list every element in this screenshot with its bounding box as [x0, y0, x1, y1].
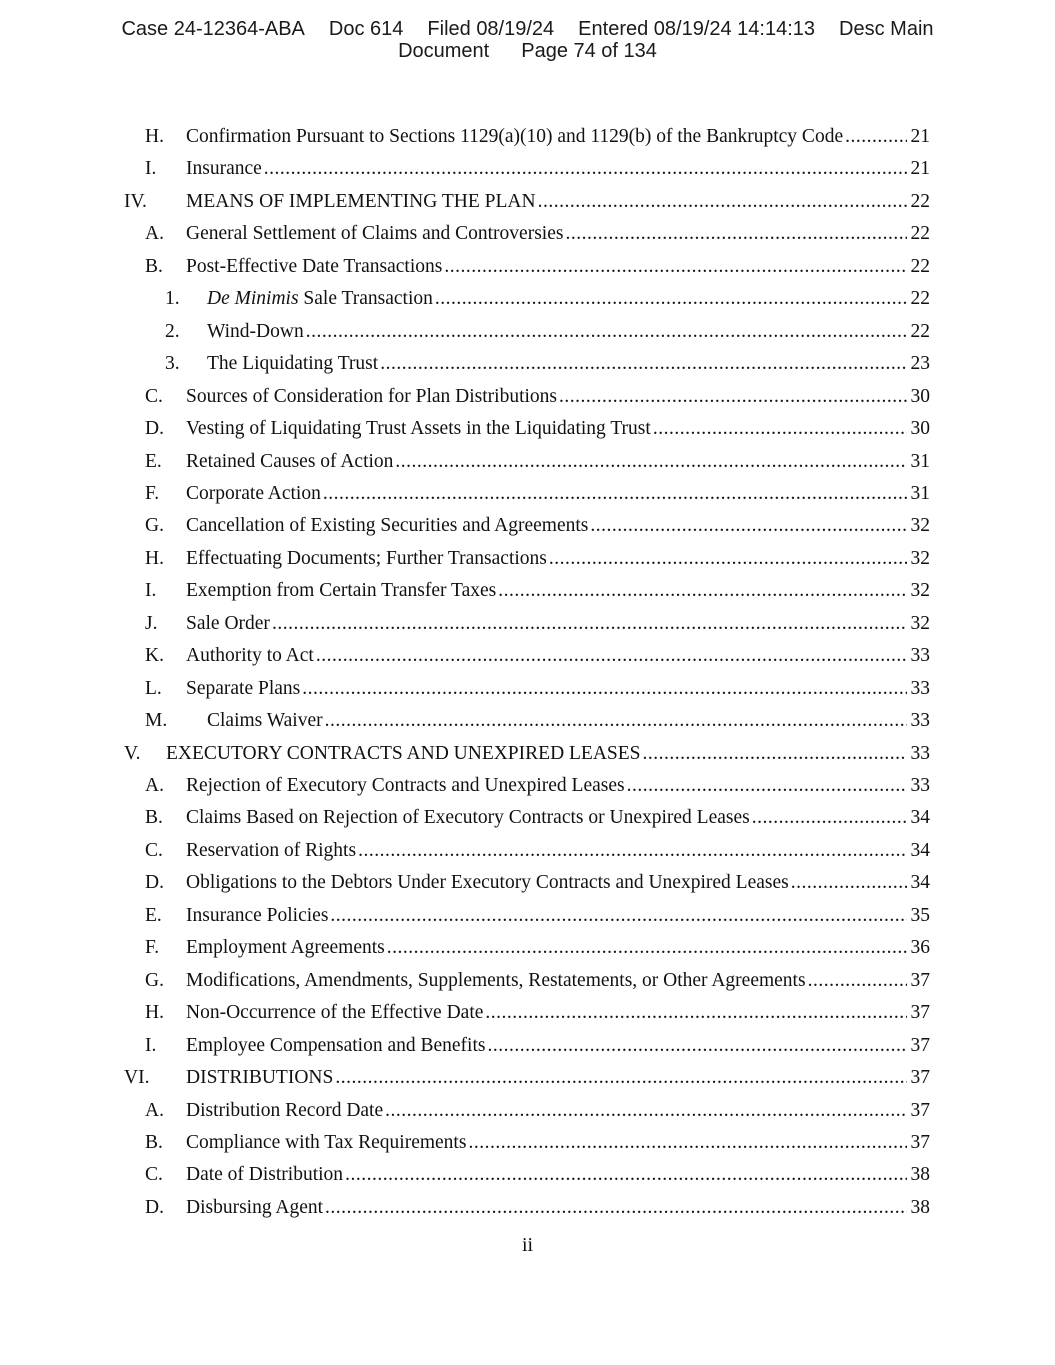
roman-page-number: ii	[521, 1234, 534, 1256]
toc-entry-title: Non-Occurrence of the Effective Date	[186, 1002, 484, 1024]
toc-entry-page: 38	[910, 1196, 930, 1218]
toc-entry-number: B.	[145, 807, 163, 829]
dot-leader	[485, 1000, 906, 1026]
dot-leader	[538, 189, 907, 215]
toc-entry-title: The Liquidating Trust	[207, 353, 379, 375]
dot-leader	[395, 449, 906, 475]
toc-entry-number: B.	[145, 255, 163, 277]
toc-entry-title: DISTRIBUTIONS	[186, 1067, 334, 1089]
toc-entry-page: 22	[910, 190, 930, 212]
toc-entry-title: Rejection of Executory Contracts and Unexpired Leases	[186, 775, 625, 796]
dot-leader	[487, 1033, 906, 1059]
court-filing-header	[0, 18, 1055, 62]
toc-entry-title: Date of Distribution	[186, 1164, 344, 1186]
toc-entry-number: G.	[145, 515, 164, 537]
dot-leader	[325, 708, 907, 734]
toc-entry-title: Cancellation of Existing Securities and Agreements	[186, 515, 589, 537]
filed-date: Filed 08/19/24	[427, 18, 555, 40]
doc-number: Doc 614	[328, 18, 404, 40]
toc-entry-page: 37	[910, 1099, 930, 1121]
toc-entry-title: Obligations to the Debtors Under Executory Contracts and Unexpired Leases	[186, 872, 789, 894]
toc-entry-number: A.	[145, 1099, 164, 1121]
toc-entry-number: V.	[124, 742, 141, 764]
toc-entry[interactable]	[145, 968, 930, 994]
toc-entry[interactable]	[145, 221, 930, 247]
dot-leader	[345, 1162, 906, 1188]
toc-entry-number: C.	[145, 839, 163, 861]
dot-leader	[325, 1195, 906, 1221]
toc-entry-number: K.	[145, 645, 164, 667]
toc-entry-title: Insurance	[186, 158, 262, 180]
dot-leader	[468, 1130, 906, 1156]
toc-entry[interactable]	[145, 1130, 930, 1156]
toc-entry-number: H.	[145, 547, 164, 569]
toc-entry-page: 32	[910, 547, 930, 569]
toc-entry[interactable]	[145, 805, 930, 831]
toc-entry[interactable]	[145, 416, 930, 442]
toc-entry-page: 33	[910, 710, 930, 732]
toc-entry-page: 37	[910, 1034, 930, 1056]
toc-entry[interactable]	[145, 254, 930, 280]
toc-entry[interactable]	[165, 351, 930, 377]
page-number-footer	[0, 1233, 1055, 1257]
toc-entry-number: 3.	[165, 353, 180, 375]
toc-entry[interactable]	[165, 319, 930, 345]
toc-entry-number: G.	[145, 969, 164, 991]
filing-header-line-1	[0, 18, 1055, 40]
dot-leader	[845, 124, 906, 150]
toc-entry[interactable]	[165, 286, 930, 312]
toc-entry[interactable]	[145, 643, 930, 669]
toc-entry-page: 21	[910, 158, 930, 180]
toc-entry[interactable]	[145, 1195, 930, 1221]
toc-entry-title: Vesting of Liquidating Trust Assets in the Liquidating Trust	[186, 418, 651, 440]
toc-entry-title: Disbursing Agent	[186, 1196, 324, 1218]
toc-entry-number: A.	[145, 775, 164, 796]
toc-entry-page: 36	[910, 937, 930, 959]
dot-leader	[653, 416, 907, 442]
toc-entry[interactable]	[124, 1065, 930, 1091]
toc-entry-page: 31	[910, 450, 930, 472]
toc-entry-page: 30	[910, 418, 930, 440]
toc-entry-number: I.	[145, 158, 157, 180]
dot-leader	[559, 384, 906, 410]
toc-entry-page: 37	[910, 1131, 930, 1153]
toc-entry-title: Reservation of Rights	[186, 839, 357, 861]
toc-entry-number: E.	[145, 904, 162, 926]
toc-entry-title: Sources of Consideration for Plan Distributions	[186, 385, 558, 407]
toc-entry[interactable]	[145, 1000, 930, 1026]
toc-entry-number: D.	[145, 418, 164, 440]
toc-entry-number: 1.	[165, 288, 180, 310]
toc-entry-title: Confirmation Pursuant to Sections 1129(a)(10) and 1129(b) of the Bankruptcy Code	[186, 126, 844, 147]
toc-entry-number: E.	[145, 450, 162, 472]
toc-entry-page: 34	[910, 807, 930, 829]
toc-entry[interactable]	[145, 708, 930, 734]
toc-entry-title: EXECUTORY CONTRACTS AND UNEXPIRED LEASES	[166, 742, 641, 764]
toc-entry-number: VI.	[124, 1067, 150, 1089]
toc-entry-page: 34	[910, 839, 930, 861]
dot-leader	[385, 1098, 906, 1124]
toc-entry-page: 22	[910, 320, 930, 342]
toc-entry-page: 21	[910, 126, 930, 147]
toc-entry-number: I.	[145, 1034, 157, 1056]
page-count: Page 74 of 134	[521, 40, 657, 62]
dot-leader	[264, 156, 907, 182]
toc-entry-title: MEANS OF IMPLEMENTING THE PLAN	[186, 190, 536, 212]
toc-entry-page: 35	[910, 904, 930, 926]
toc-entry[interactable]	[145, 676, 930, 702]
dot-leader	[316, 643, 907, 669]
toc-entry-page: 37	[910, 1002, 930, 1024]
dot-leader	[323, 481, 907, 507]
toc-entry-number: C.	[145, 1164, 163, 1186]
desc-label: Desc Main	[839, 18, 934, 40]
toc-entry-number: J.	[145, 612, 158, 634]
toc-entry[interactable]	[145, 611, 930, 637]
toc-entry-page: 37	[910, 1067, 930, 1089]
dot-leader	[627, 773, 907, 799]
toc-entry[interactable]	[124, 189, 930, 215]
toc-entry-title: Insurance Policies	[186, 904, 329, 926]
toc-entry-title: Separate Plans	[186, 677, 301, 699]
dot-leader	[791, 870, 907, 896]
toc-entry-page: 32	[910, 580, 930, 602]
toc-entry-title: Exemption from Certain Transfer Taxes	[186, 580, 497, 602]
dot-leader	[302, 676, 906, 702]
toc-entry[interactable]	[145, 773, 930, 799]
dot-leader	[565, 221, 906, 247]
case-number: Case 24-12364-ABA	[121, 18, 305, 40]
toc-entry[interactable]	[145, 1098, 930, 1124]
toc-entry-page: 33	[910, 775, 930, 796]
toc-entry[interactable]	[145, 935, 930, 961]
toc-entry-page: 22	[910, 255, 930, 277]
dot-leader	[590, 513, 906, 539]
toc-entry-page: 30	[910, 385, 930, 407]
toc-entry-page: 22	[910, 223, 930, 245]
toc-entry-page: 23	[910, 353, 930, 375]
dot-leader	[306, 319, 907, 345]
toc-entry-number: IV.	[124, 190, 147, 212]
toc-entry-title: Employment Agreements	[186, 937, 385, 959]
toc-entry-title: Post-Effective Date Transactions	[186, 255, 443, 277]
dot-leader	[358, 838, 906, 864]
toc-entry-number: H.	[145, 126, 164, 147]
toc-entry-title: Wind-Down	[207, 320, 304, 342]
toc-entry-page: 22	[910, 288, 930, 310]
toc-entry[interactable]	[145, 870, 930, 896]
toc-entry-number: C.	[145, 385, 163, 407]
toc-entry-title-rest: Sale Transaction	[298, 288, 433, 310]
toc-entry-title-italic: De Minimis	[207, 288, 299, 310]
toc-entry[interactable]	[145, 903, 930, 929]
dot-leader	[272, 611, 907, 637]
toc-entry-title: Authority to Act	[186, 645, 314, 667]
toc-entry-page: 32	[910, 515, 930, 537]
toc-entry-number: D.	[145, 872, 164, 894]
toc-entry-page: 34	[910, 872, 930, 894]
toc-entry[interactable]	[124, 741, 930, 767]
dot-leader	[808, 968, 907, 994]
toc-entry-number: L.	[145, 677, 162, 699]
toc-entry-number: 2.	[165, 320, 180, 342]
toc-entry-title	[207, 286, 433, 312]
toc-entry-page: 33	[910, 742, 930, 764]
toc-entry[interactable]	[145, 481, 930, 507]
toc-entry[interactable]	[145, 1033, 930, 1059]
dot-leader	[498, 578, 906, 604]
toc-entry[interactable]	[145, 1162, 930, 1188]
toc-entry[interactable]	[145, 838, 930, 864]
toc-entry-number: D.	[145, 1196, 164, 1218]
dot-leader	[752, 805, 907, 831]
dot-leader	[380, 351, 906, 377]
toc-entry-title: Effectuating Documents; Further Transactions	[186, 547, 547, 569]
toc-entry-title: Retained Causes of Action	[186, 450, 394, 472]
toc-entry-page: 38	[910, 1164, 930, 1186]
toc-entry[interactable]	[145, 384, 930, 410]
toc-entry-page: 31	[910, 482, 930, 504]
toc-entry-page: 33	[910, 677, 930, 699]
dot-leader	[387, 935, 907, 961]
toc-entry-title: General Settlement of Claims and Controversies	[186, 223, 564, 245]
toc-entry-page: 37	[910, 969, 930, 991]
toc-entry-title: Modifications, Amendments, Supplements, Restatements, or Other Agreements	[186, 969, 806, 991]
dot-leader	[335, 1065, 906, 1091]
entered-date: Entered 08/19/24 14:14:13	[578, 18, 816, 40]
toc-entry[interactable]	[145, 156, 930, 182]
toc-entry-number: B.	[145, 1131, 163, 1153]
toc-entry-page: 33	[910, 645, 930, 667]
dot-leader	[549, 546, 907, 572]
toc-entry-number: F.	[145, 482, 160, 504]
toc-entry-number: I.	[145, 580, 157, 602]
filing-header-line-2	[0, 40, 1055, 62]
toc-entry-title: Claims Waiver	[207, 710, 323, 732]
toc-entry[interactable]	[145, 513, 930, 539]
toc-entry-title: Sale Order	[186, 612, 270, 634]
dot-leader	[330, 903, 906, 929]
toc-entry[interactable]	[145, 546, 930, 572]
toc-entry[interactable]	[145, 449, 930, 475]
toc-entry[interactable]	[145, 124, 930, 150]
toc-entry-page: 32	[910, 612, 930, 634]
toc-entry-title: Corporate Action	[186, 482, 321, 504]
document-label: Document	[398, 40, 490, 62]
toc-entry-title: Compliance with Tax Requirements	[186, 1131, 467, 1153]
toc-entry-title: Distribution Record Date	[186, 1099, 384, 1121]
toc-entry[interactable]	[145, 578, 930, 604]
toc-entry-title: Employee Compensation and Benefits	[186, 1034, 486, 1056]
toc-entry-number: M.	[145, 710, 168, 732]
toc-entry-number: A.	[145, 223, 164, 245]
toc-entry-title: Claims Based on Rejection of Executory Contracts or Unexpired Leases	[186, 807, 750, 829]
dot-leader	[435, 286, 907, 312]
dot-leader	[643, 741, 907, 767]
dot-leader	[444, 254, 906, 280]
toc-entry-number: H.	[145, 1002, 164, 1024]
toc-entry-number: F.	[145, 937, 160, 959]
